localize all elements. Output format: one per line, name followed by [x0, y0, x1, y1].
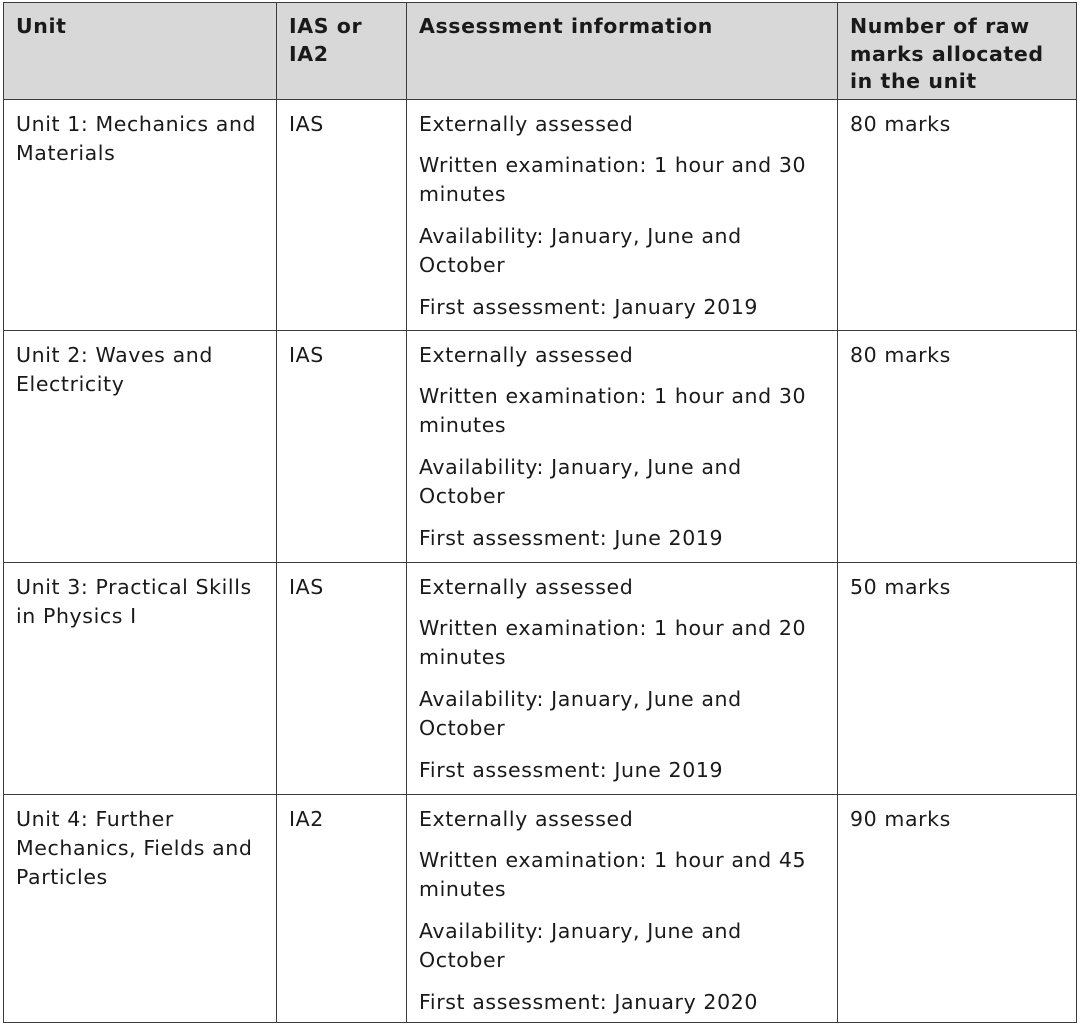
exam-duration: Written examination: 1 hour and 45 minutes — [419, 848, 807, 901]
table-row — [4, 795, 1077, 1023]
marks-cell: 50 marks — [838, 563, 1077, 795]
header-assessment: Assessment information — [407, 3, 838, 100]
qualification-cell: IAS — [277, 563, 407, 795]
table-row — [4, 100, 1077, 331]
table-row — [4, 563, 1077, 795]
table-row — [4, 331, 1077, 563]
first-assessment: First assessment: June 2019 — [419, 758, 724, 782]
marks-cell: 80 marks — [838, 331, 1077, 563]
header-unit: Unit — [4, 3, 277, 100]
first-assessment: First assessment: January 2020 — [419, 990, 758, 1014]
header-marks: Number of raw marks allocated in the unit — [838, 3, 1077, 100]
header-row — [4, 3, 1077, 100]
assessment-type: Externally assessed — [419, 112, 634, 136]
qualification-cell: IAS — [277, 331, 407, 563]
marks-cell: 90 marks — [838, 795, 1077, 1023]
exam-duration: Written examination: 1 hour and 30 minutes — [419, 384, 807, 437]
assessment-cell — [407, 563, 838, 795]
marks-cell: 80 marks — [838, 100, 1077, 331]
assessment-cell — [407, 795, 838, 1023]
assessment-type: Externally assessed — [419, 343, 634, 367]
unit-cell: Unit 2: Waves and Electricity — [4, 331, 277, 563]
header-qualification: IAS or IA2 — [277, 3, 407, 100]
availability: Availability: January, June and October — [419, 919, 742, 972]
qualification-cell: IAS — [277, 100, 407, 331]
assessment-cell — [407, 331, 838, 563]
exam-duration: Written examination: 1 hour and 30 minutes — [419, 153, 807, 206]
first-assessment: First assessment: January 2019 — [419, 295, 758, 319]
assessment-cell — [407, 100, 838, 331]
availability: Availability: January, June and October — [419, 224, 742, 277]
assessment-type: Externally assessed — [419, 807, 634, 831]
qualification-cell: IA2 — [277, 795, 407, 1023]
availability: Availability: January, June and October — [419, 687, 742, 740]
unit-cell: Unit 4: Further Mechanics, Fields and Particles — [4, 795, 277, 1023]
exam-duration: Written examination: 1 hour and 20 minutes — [419, 616, 807, 669]
first-assessment: First assessment: June 2019 — [419, 526, 724, 550]
unit-cell: Unit 3: Practical Skills in Physics I — [4, 563, 277, 795]
assessment-type: Externally assessed — [419, 575, 634, 599]
unit-cell: Unit 1: Mechanics and Materials — [4, 100, 277, 331]
assessment-table — [3, 2, 1077, 1023]
availability: Availability: January, June and October — [419, 455, 742, 508]
